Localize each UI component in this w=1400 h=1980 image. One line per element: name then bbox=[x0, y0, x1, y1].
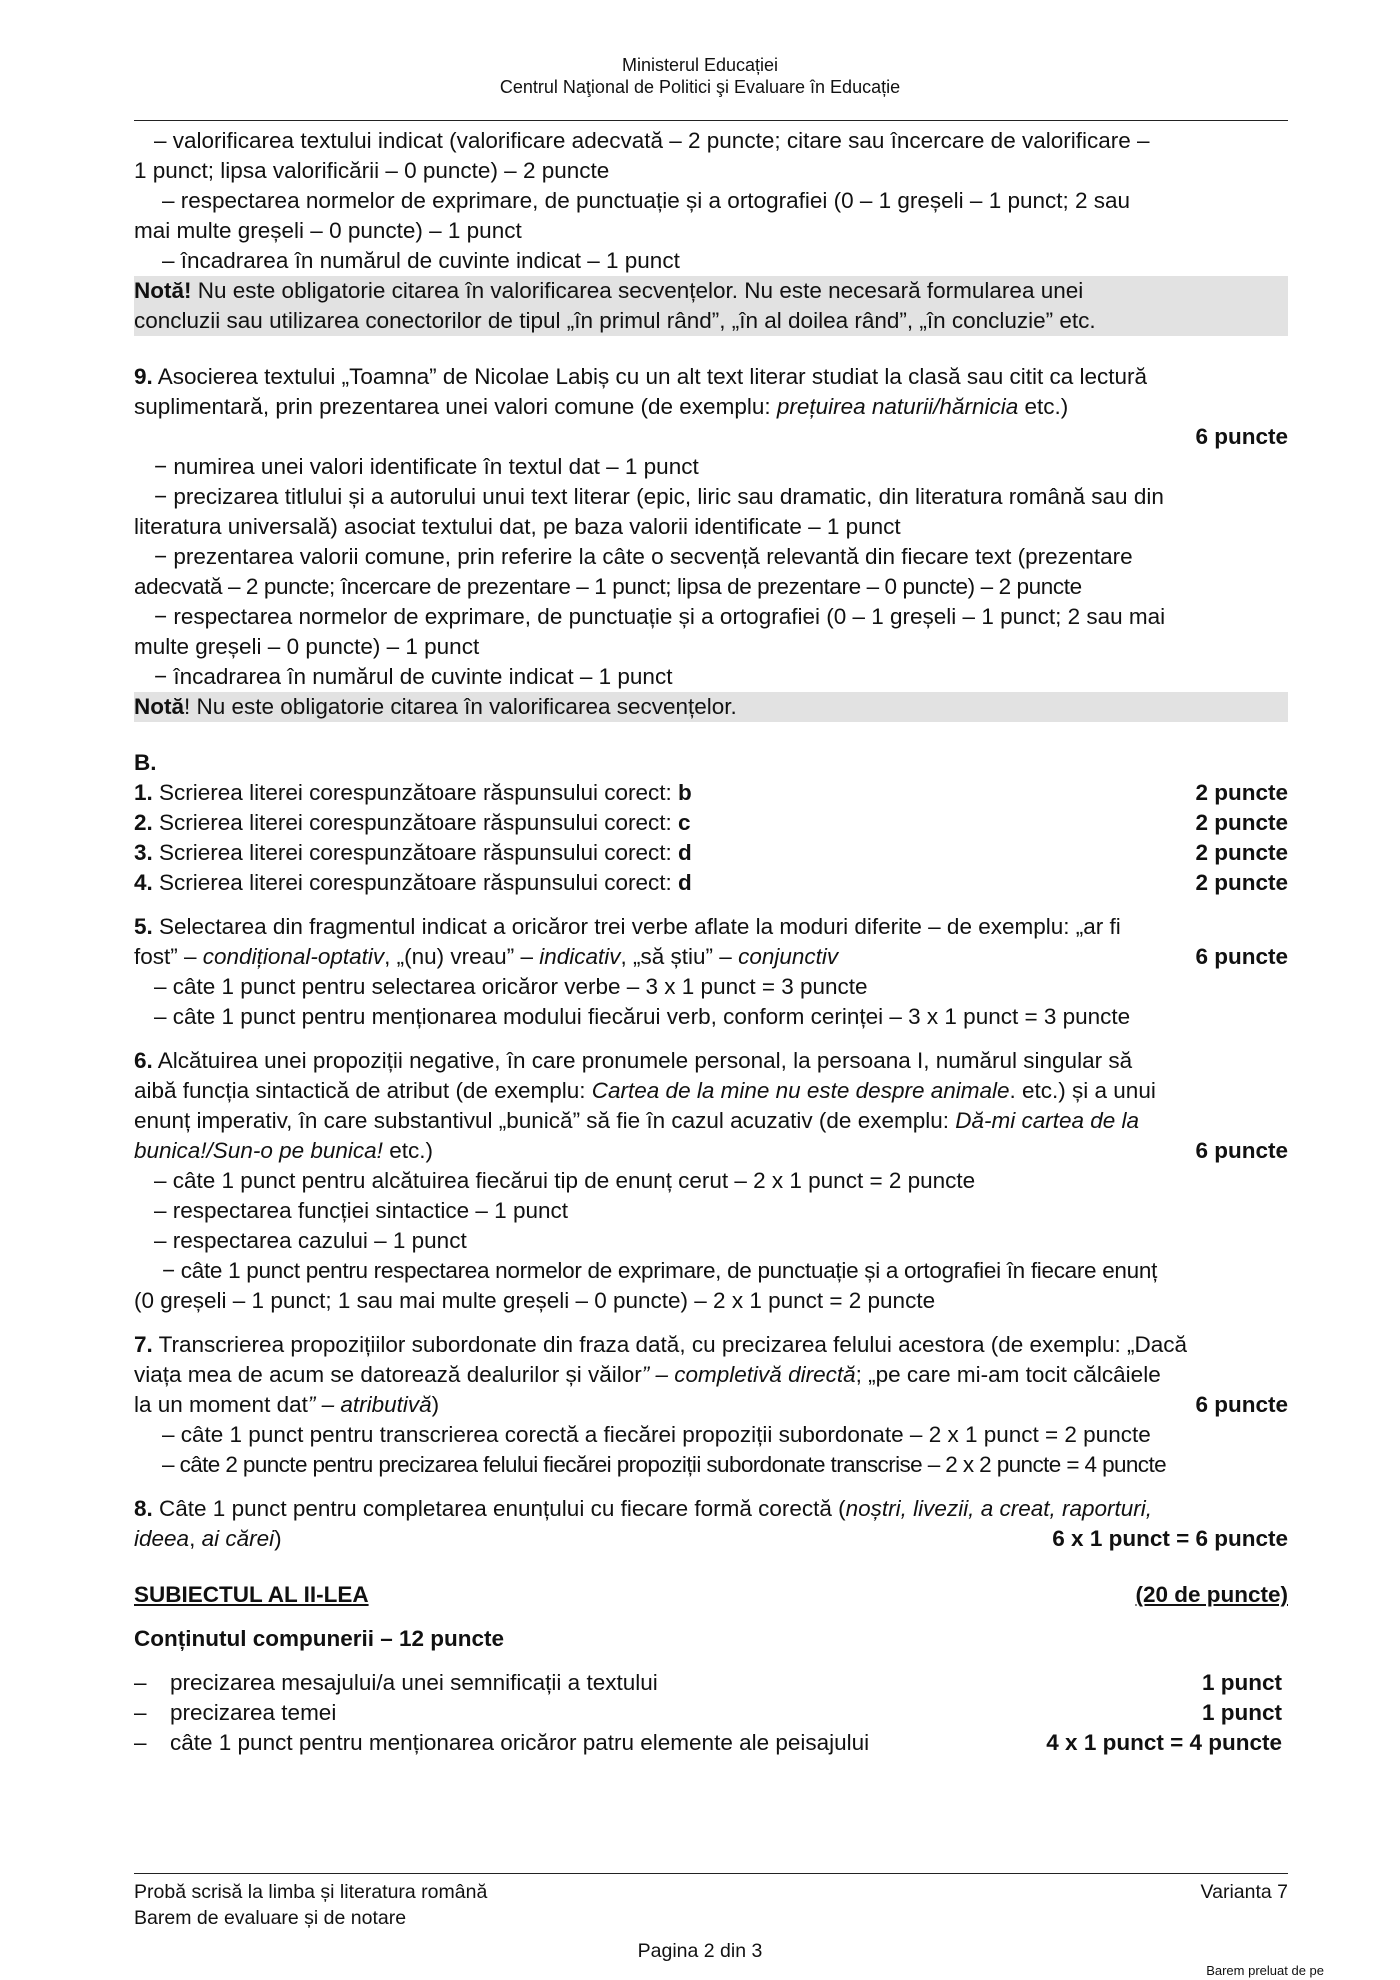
item-text: etc.) bbox=[1018, 394, 1069, 419]
answer-row bbox=[134, 808, 1288, 838]
item-text: Selectarea din fragmentul indicat a oricăror trei verbe aflate la moduri diferite – de exemplu: „ar fi bbox=[159, 914, 1121, 939]
criterion-line: − prezentarea valorii comune, prin referire la câte o secvență relevantă din fiecare text (prezentare bbox=[154, 544, 1133, 569]
item-text: Scrierea literei corespunzătoare răspunsului corect: bbox=[159, 840, 679, 865]
criterion-line: (0 greșeli – 1 punct; 1 sau mai multe greșeli – 0 puncte) – 2 x 1 punct = 2 puncte bbox=[134, 1288, 936, 1313]
item-example: ” – atributivă bbox=[307, 1392, 432, 1417]
criterion-line: − încadrarea în numărul de cuvinte indicat – 1 punct bbox=[154, 664, 673, 689]
criterion-line: − câte 1 punct pentru respectarea normelor de exprimare, de punctuație și a ortografiei în fiecare enunț bbox=[162, 1258, 1158, 1283]
criterion-line: − numirea unei valori identificate în textul dat – 1 punct bbox=[154, 454, 699, 479]
item-number: 8. bbox=[134, 1496, 153, 1521]
criterion-text: câte 1 punct pentru menționarea oricăror patru elemente ale peisajului bbox=[170, 1730, 870, 1755]
item-example: condițional-optativ bbox=[202, 944, 385, 969]
subject-2 bbox=[134, 1580, 1288, 1758]
footer-variant: Varianta 7 bbox=[1200, 1881, 1288, 1903]
item-8 bbox=[134, 1494, 1288, 1554]
section-title: SUBIECTUL AL II-LEA bbox=[134, 1582, 369, 1607]
item-example: Dă-mi cartea de la bbox=[955, 1108, 1140, 1133]
item-text: fost” – bbox=[134, 944, 203, 969]
item-points: 6 puncte bbox=[1195, 944, 1288, 969]
header-divider bbox=[134, 120, 1288, 121]
criterion-points: 4 x 1 punct = 4 puncte bbox=[1046, 1730, 1282, 1755]
correct-answer: d bbox=[678, 870, 692, 895]
item-text: suplimentară, prin prezentarea unei valori comune (de exemplu: bbox=[134, 394, 777, 419]
section-title: B. bbox=[134, 750, 157, 775]
source-note: Barem preluat de pe bbox=[1206, 1963, 1324, 1978]
item-number: 3. bbox=[134, 840, 153, 865]
criterion-line: – respectarea funcției sintactice – 1 punct bbox=[154, 1198, 568, 1223]
item-points: 2 puncte bbox=[1195, 840, 1288, 865]
item-example: ai cărei bbox=[201, 1526, 275, 1551]
note-label: Notă! bbox=[134, 278, 192, 303]
item-text: enunț imperativ, în care substantivul „bunică” să fie în cazul acuzativ (de exemplu: bbox=[134, 1108, 956, 1133]
item-8-continuation bbox=[134, 126, 1288, 336]
note-label: Notă bbox=[134, 694, 184, 719]
item-points: 6 puncte bbox=[1195, 424, 1288, 449]
item-example: conjunctiv bbox=[738, 944, 839, 969]
item-9 bbox=[134, 362, 1288, 722]
criterion-line: – respectarea cazului – 1 punct bbox=[154, 1228, 467, 1253]
dash-marker: – bbox=[134, 1730, 147, 1755]
footer-divider bbox=[134, 1873, 1288, 1874]
criterion-line: – câte 2 puncte pentru precizarea felului fiecărei propoziții subordonate transcrise – 2 x 2 puncte = 4 puncte bbox=[162, 1452, 1167, 1477]
item-points: 2 puncte bbox=[1195, 810, 1288, 835]
section-heading bbox=[134, 1580, 1288, 1610]
criterion-text: precizarea mesajului/a unei semnificații a textului bbox=[170, 1670, 658, 1695]
criterion-line: – câte 1 punct pentru selectarea oricăror verbe – 3 x 1 punct = 3 puncte bbox=[154, 974, 868, 999]
item-number: 6. bbox=[134, 1048, 153, 1073]
criterion-line: – câte 1 punct pentru menționarea modului fiecărui verb, conform cerinței – 3 x 1 punct = 3 puncte bbox=[154, 1004, 1131, 1029]
criterion-line: adecvată – 2 puncte; încercare de prezentare – 1 punct; lipsa de prezentare – 0 puncte) – 2 puncte bbox=[134, 574, 1082, 599]
criterion-line: multe greșeli – 0 puncte) – 1 punct bbox=[134, 634, 480, 659]
criterion-row bbox=[134, 1728, 1288, 1758]
item-text: viața mea de acum se datorează dealurilor și văilor bbox=[134, 1362, 642, 1387]
item-text: Transcrierea propozițiilor subordonate din fraza dată, cu precizarea felului acestora (de exemplu: „Dacă bbox=[158, 1332, 1188, 1357]
page-number: Pagina 2 din 3 bbox=[637, 1940, 763, 1962]
criterion-line: – câte 1 punct pentru transcrierea corectă a fiecărei propoziții subordonate – 2 x 1 punct = 2 puncte bbox=[162, 1422, 1151, 1447]
item-text: ; „pe care mi-am tocit călcâiele bbox=[855, 1362, 1161, 1387]
criterion-points: 1 punct bbox=[1201, 1700, 1282, 1725]
item-5 bbox=[134, 912, 1288, 1032]
item-example: prețuirea naturii/hărnicia bbox=[776, 394, 1019, 419]
item-text: aibă funcția sintactică de atribut (de exemplu: bbox=[134, 1078, 592, 1103]
item-text: etc.) bbox=[382, 1138, 433, 1163]
criterion-line: – câte 1 punct pentru alcătuirea fiecărui tip de enunț cerut – 2 x 1 punct = 2 puncte bbox=[154, 1168, 976, 1193]
note-box bbox=[134, 692, 1288, 722]
item-text: Scrierea literei corespunzătoare răspunsului corect: bbox=[159, 780, 679, 805]
note-text: ! Nu este obligatorie citarea în valorificarea secvențelor. bbox=[184, 694, 737, 719]
criterion-row bbox=[134, 1698, 1288, 1728]
item-text: Scrierea literei corespunzătoare răspunsului corect: bbox=[159, 810, 679, 835]
criterion-line: literatura universală) asociat textului dat, pe baza valorii identificate – 1 punct bbox=[134, 514, 901, 539]
item-example: ” – completivă directă bbox=[641, 1362, 856, 1387]
criterion-points: 1 punct bbox=[1201, 1670, 1282, 1695]
dash-marker: – bbox=[134, 1670, 147, 1695]
item-number: 5. bbox=[134, 914, 153, 939]
note-text: Nu este obligatorie citarea în valorificarea secvențelor. Nu este necesară formularea unei bbox=[197, 278, 1084, 303]
header-ministry: Ministerul Educației bbox=[621, 55, 779, 75]
item-points: 2 puncte bbox=[1195, 870, 1288, 895]
criterion-line: – valorificarea textului indicat (valorificare adecvată – 2 puncte; citare sau încercare de valorificare – bbox=[154, 128, 1150, 153]
item-example: indicativ bbox=[539, 944, 621, 969]
answer-row bbox=[134, 838, 1288, 868]
criterion-line: – respectarea normelor de exprimare, de punctuație și a ortografiei (0 – 1 greșeli – 1 punct; 2 sau bbox=[162, 188, 1131, 213]
section-points: (20 de puncte) bbox=[1135, 1582, 1288, 1607]
page-footer bbox=[134, 1879, 1288, 1931]
page-header bbox=[0, 54, 1400, 98]
item-text: , bbox=[189, 1526, 202, 1551]
item-points: 2 puncte bbox=[1195, 780, 1288, 805]
item-example: noștri, livezii, a creat, raporturi, bbox=[845, 1496, 1153, 1521]
item-6 bbox=[134, 1046, 1288, 1316]
item-text: , „să știu” – bbox=[620, 944, 739, 969]
item-text: ) bbox=[431, 1392, 440, 1417]
correct-answer: b bbox=[678, 780, 692, 805]
item-text: Alcătuirea unei propoziții negative, în care pronumele personal, la persoana I, numărul singular să bbox=[157, 1048, 1133, 1073]
item-number: 2. bbox=[134, 810, 153, 835]
criterion-line: mai multe greșeli – 0 puncte) – 1 punct bbox=[134, 218, 522, 243]
document-body bbox=[134, 126, 1288, 1758]
item-text: Asocierea textului „Toamna” de Nicolae Labiș cu un alt text literar studiat la clasă sau citit ca lectură bbox=[157, 364, 1148, 389]
item-text: la un moment dat bbox=[134, 1392, 308, 1417]
header-center: Centrul Naţional de Politici şi Evaluare în Educație bbox=[499, 77, 901, 97]
criterion-text: precizarea temei bbox=[170, 1700, 337, 1725]
item-number: 1. bbox=[134, 780, 153, 805]
item-text: ) bbox=[274, 1526, 282, 1551]
note-text: concluzii sau utilizarea conectorilor de tipul „în primul rând”, „în al doilea rând”, „în concluzie” etc. bbox=[134, 308, 1096, 333]
item-number: 7. bbox=[134, 1332, 153, 1357]
item-example: bunica!/Sun-o pe bunica! bbox=[134, 1138, 383, 1163]
footer-doc-type: Barem de evaluare și de notare bbox=[134, 1907, 407, 1929]
item-number: 4. bbox=[134, 870, 153, 895]
part-b bbox=[134, 748, 1288, 1554]
item-text: , „(nu) vreau” – bbox=[384, 944, 540, 969]
correct-answer: d bbox=[678, 840, 692, 865]
answer-row bbox=[134, 778, 1288, 808]
criterion-line: − precizarea titlului și a autorului unui text literar (epic, liric sau dramatic, din literatura română sau din bbox=[154, 484, 1164, 509]
criterion-line: 1 punct; lipsa valorificării – 0 puncte) – 2 puncte bbox=[134, 158, 610, 183]
item-points: 6 puncte bbox=[1195, 1392, 1288, 1417]
item-number: 9. bbox=[134, 364, 153, 389]
correct-answer: c bbox=[678, 810, 691, 835]
item-points: 6 puncte bbox=[1195, 1138, 1288, 1163]
item-example: Cartea de la mine nu este despre animale bbox=[591, 1078, 1010, 1103]
criterion-line: – încadrarea în numărul de cuvinte indicat – 1 punct bbox=[162, 248, 680, 273]
item-7 bbox=[134, 1330, 1288, 1480]
footer-exam-title: Probă scrisă la limba și literatura română bbox=[134, 1881, 488, 1903]
subsection-title: Conținutul compunerii – 12 puncte bbox=[134, 1626, 505, 1651]
criterion-line: − respectarea normelor de exprimare, de punctuație și a ortografiei (0 – 1 greșeli – 1 punct; 2 sau mai bbox=[154, 604, 1166, 629]
dash-marker: – bbox=[134, 1700, 147, 1725]
note-box bbox=[134, 276, 1288, 336]
item-text: . etc.) și a unui bbox=[1009, 1078, 1156, 1103]
item-text: Scrierea literei corespunzătoare răspunsului corect: bbox=[159, 870, 679, 895]
item-text: Câte 1 punct pentru completarea enunțului cu fiecare formă corectă ( bbox=[159, 1496, 846, 1521]
item-points: 6 x 1 punct = 6 puncte bbox=[1052, 1526, 1288, 1551]
criterion-row bbox=[134, 1668, 1288, 1698]
answer-row bbox=[134, 868, 1288, 898]
item-example: ideea bbox=[134, 1526, 190, 1551]
